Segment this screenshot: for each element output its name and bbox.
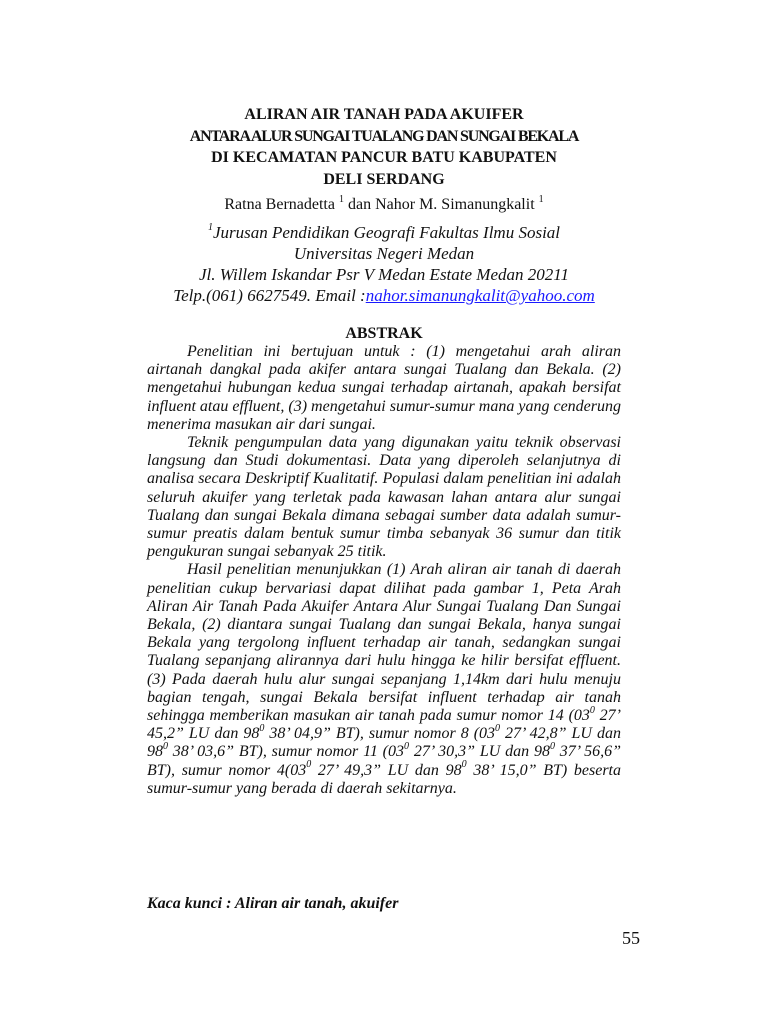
author-list [140, 195, 628, 215]
author-1-affil-mark: 1 [338, 193, 344, 205]
abstract-p3-text: 38’ 03,6” BT), sumur nomor 11 (03 [168, 743, 405, 761]
abstract-p3-text: 27’ 45,2” LU dan 98 [147, 707, 622, 743]
title-line-1: ALIRAN AIR TANAH PADA AKUIFER [244, 106, 524, 123]
paper-title [140, 104, 628, 190]
abstract-p3-text: 37’ 56,6” BT), sumur nomor 4(03 [147, 743, 622, 779]
abstract-heading: ABSTRAK [345, 325, 423, 342]
degree-mark: 0 [259, 722, 265, 734]
abstract-p3-text: Hasil penelitian menunjukkan (1) Arah aliran air tanah di daerah penelitian cukup bervariasi dapat dilihat pada gambar 1, Peta Arah Aliran Air Tanah Pada Akuifer Antara Alur Sungai Tualang Dan Sungai Bekala, (2) diantara sungai Tualang dan sungai Bekala, hanya sungai Bekala yang tergolong influent terhadap air tanah, sedangkan sungai Tualang sepanjang alirannya dari hulu hingga ke hilir bersifat effluent. (3) Pada daerah hulu alur sungai sepanjang 1,14km dari hulu menuju bagian tengah, sungai Bekala bersifat influent terhadap air tanah sehingga memberikan masukan air tanah pada sumur nomor 14 (03 [147, 561, 621, 725]
abstract-p3-text: 27’ 42,8” LU dan 98 [147, 725, 621, 761]
email-link[interactable]: nahor.simanungkalit@yahoo.com [365, 286, 595, 305]
degree-mark: 0 [549, 741, 555, 753]
author-1: Ratna Bernadetta [224, 196, 335, 213]
degree-mark: 0 [589, 704, 595, 716]
degree-mark: 0 [495, 722, 501, 734]
affiliation-university: Universitas Negeri Medan [293, 244, 475, 263]
abstract-paragraph-2: Teknik pengumpulan data yang digunakan yaitu teknik observasi langsung dan Studi dokumentasi. Data yang diperoleh selanjutnya di analisa secara Deskriptif Kualitatif. Populasi dalam penelitian ini adalah seluruh akuifer yang terletak pada kawasan lahan antara alur sungai Tualang dan sungai Bekala dimana sebagai sumber data adalah sumur-sumur preatis dalam bentuk sumur timba sebanyak 36 sumur dan titik pengukuran sungai sebanyak 25 titik. [147, 434, 621, 561]
keywords-line: Kaca kunci : Aliran air tanah, akuifer [147, 895, 399, 912]
abstract-paragraph-3 [147, 561, 621, 798]
affiliation-phone: Telp.(061) 6627549. Email : [173, 286, 366, 305]
abstract-p3-text: 27’ 30,3” LU dan 98 [409, 743, 550, 761]
title-line-2: ANTARA ALUR SUNGAI TUALANG DAN SUNGAI BEKALA [189, 127, 579, 145]
title-line-4: DELI SERDANG [323, 170, 445, 188]
page-number: 55 [622, 928, 640, 948]
affiliation-block [140, 222, 628, 306]
abstract-p3-text: 38’ 15,0” BT) beserta sumur-sumur yang berada di daerah sekitarnya. [147, 761, 621, 797]
degree-mark: 0 [404, 741, 410, 753]
abstract-body [147, 343, 621, 798]
affiliation-address: Jl. Willem Iskandar Psr V Medan Estate Medan 20211 [198, 265, 569, 284]
abstract-p3-text: 38’ 04,9” BT), sumur nomor 8 (03 [264, 725, 496, 743]
author-connector: dan [347, 196, 372, 213]
abstract-paragraph-1: Penelitian ini bertujuan untuk : (1) mengetahui arah aliran airtanah dangkal pada akifer antara sungai Tualang dan Bekala. (2) mengetahui hubungan kedua sungai terhadap airtanah, apakah bersifat influent atau effluent, (3) mengetahui sumur-sumur mana yang cenderung menerima masukan air dari sungai. [147, 343, 621, 433]
title-line-3: DI KECAMATAN PANCUR BATU KABUPATEN [211, 149, 557, 167]
abstract-p3-text: 27’ 49,3” LU dan 98 [311, 761, 462, 779]
degree-mark: 0 [163, 741, 168, 753]
affiliation-mark: 1 [207, 222, 213, 234]
degree-mark: 0 [461, 759, 467, 771]
author-2-affil-mark: 1 [538, 193, 544, 205]
affiliation-department: Jurusan Pendidikan Geografi Fakultas Ilmu Sosial [212, 223, 561, 242]
author-2: Nahor M. Simanungkalit [375, 196, 535, 213]
degree-mark: 0 [306, 759, 312, 771]
